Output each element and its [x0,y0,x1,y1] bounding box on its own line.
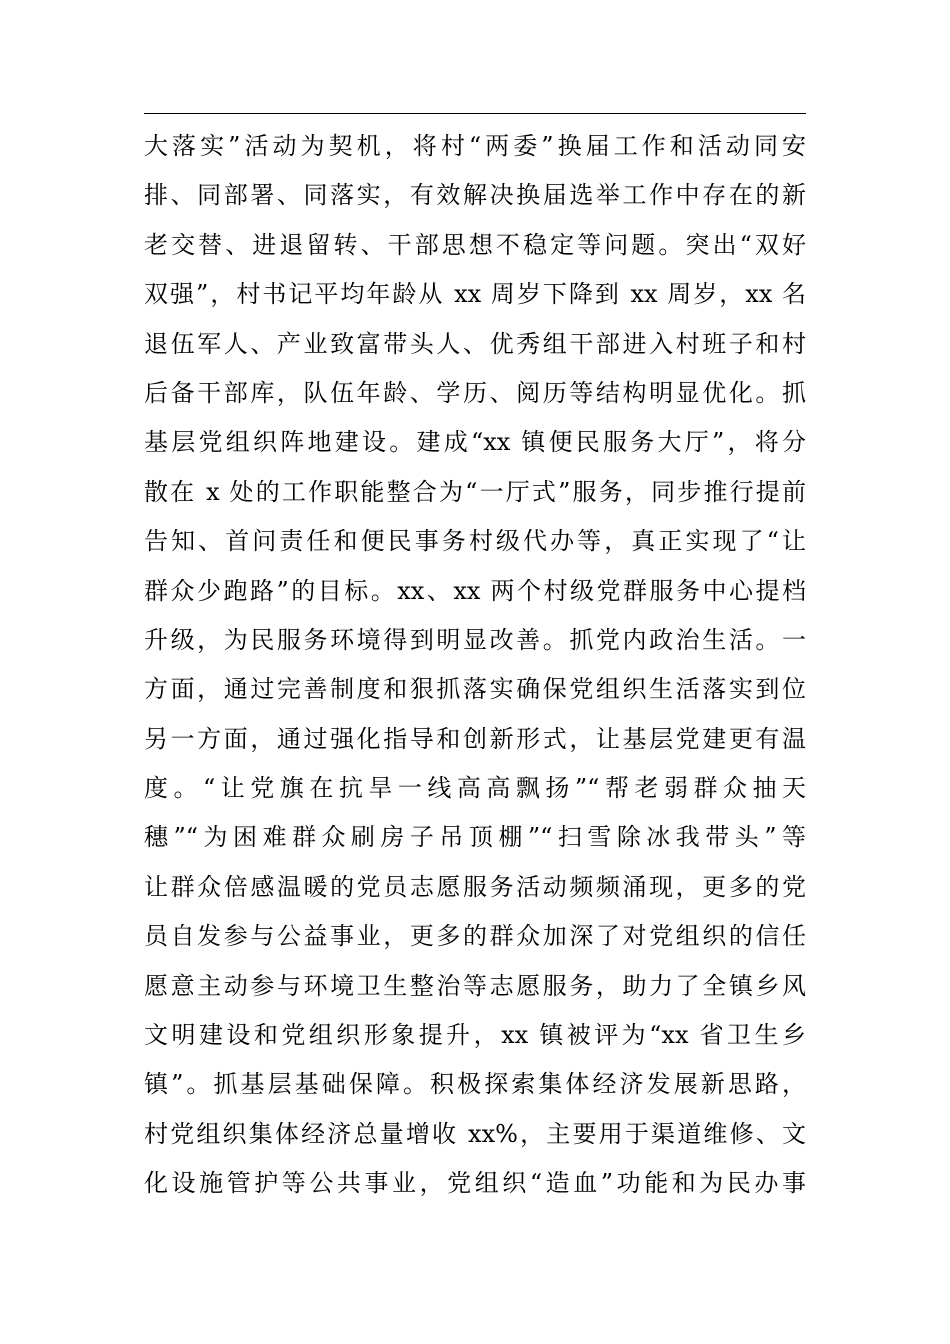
text-line: 后备干部库，队伍年龄、学历、阅历等结构明显优化。抓 [144,378,806,407]
text-line: 大落实”活动为契机，将村“两委”换届工作和活动同安 [144,132,806,160]
text-line: 员自发参与公益事业，更多的群众加深了对党组织的信任 [144,922,806,951]
text-line: 退伍军人、产业致富带头人、优秀组干部进入村班子和村 [144,329,806,358]
text-line: 排、同部署、同落实，有效解决换届选举工作中存在的新 [144,181,806,210]
text-line: 另一方面，通过强化指导和创新形式，让基层党建更有温 [144,724,806,753]
text-line: 村党组织集体经济总量增收 xx%，主要用于渠道维修、文 [144,1119,806,1148]
text-line: 散在 x 处的工作职能整合为“一厅式”服务，同步推行提前 [144,477,806,506]
text-line: 愿意主动参与环境卫生整治等志愿服务，助力了全镇乡风 [144,971,806,1000]
header-rule [144,113,806,114]
text-line: 告知、首问责任和便民事务村级代办等，真正实现了“让 [144,527,806,556]
text-line: 让群众倍感温暖的党员志愿服务活动频频涌现，更多的党 [144,872,806,901]
text-line: 升级，为民服务环境得到明显改善。抓党内政治生活。一 [144,625,806,654]
text-line: 老交替、进退留转、干部思想不稳定等问题。突出“双好 [144,230,806,259]
text-line: 基层党组织阵地建设。建成“xx 镇便民服务大厅”，将分 [144,428,806,457]
body-text [144,122,806,1209]
text-line: 穗”“为困难群众刷房子吊顶棚”“扫雪除冰我带头”等 [144,823,806,852]
text-line: 化设施管护等公共事业，党组织“造血”功能和为民办事 [144,1169,806,1198]
text-line: 群众少跑路”的目标。xx、xx 两个村级党群服务中心提档 [144,576,806,605]
text-line: 度。“让党旗在抗旱一线高高飘扬”“帮老弱群众抽天 [144,774,806,803]
text-line: 镇”。抓基层基础保障。积极探索集体经济发展新思路， [144,1070,806,1099]
text-line: 文明建设和党组织形象提升，xx 镇被评为“xx 省卫生乡 [144,1021,806,1050]
text-line: 方面，通过完善制度和狠抓落实确保党组织生活落实到位 [144,675,806,704]
text-line: 双强”，村书记平均年龄从 xx 周岁下降到 xx 周岁，xx 名 [144,280,806,309]
